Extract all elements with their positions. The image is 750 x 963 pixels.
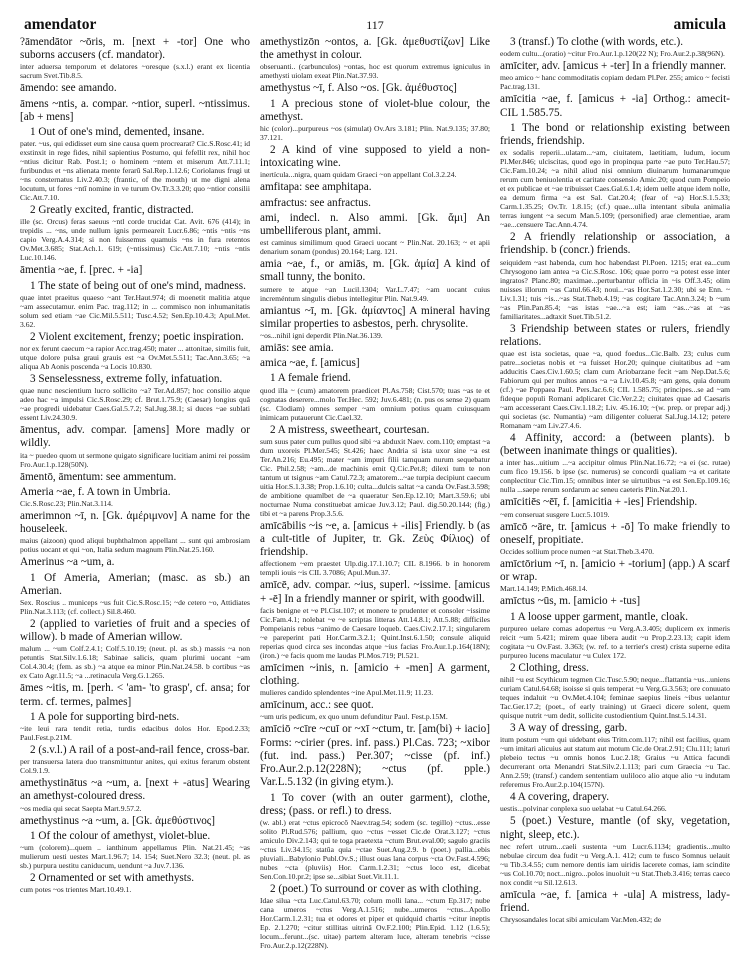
citation-text: itum postum ~um qui uidebant eius Tritn.com.117; nihil est facilius, quam ~um imitari alicuius aut statum aut motum Cic.de Orat.2.91; Clu.111; laturi plebeio tectus ~u omnis honos Luc.2.18; Graius ~u Attica facundi decurrerant orta Menandri Stat.Silv.2.1.113; pari cum Graecia ~u Tac. Ann.2.59; (transf.) candem sententiam uuliloco alio atque alio ~u indutam referemus Fro.Aur.2.p.104(157N). — [500, 735, 730, 790]
dictionary-entry — [500, 815, 730, 886]
entry-headword: āmes ~itis, m. [perh. < 'am- 'to grasp', cf. ansa; for term. cf. termes, palmes] — [20, 682, 250, 708]
dictionary-entry — [260, 372, 490, 421]
sense-definition: 3 (transf.) To clothe (with words, etc.). — [510, 36, 683, 48]
sense-definition: 1 The state of being out of one's mind, madness. — [30, 279, 246, 292]
dictionary-entry — [260, 181, 490, 194]
citation-text: uestis...polvinar conplexa suo uelabat ~u Catul.64.266. — [500, 804, 667, 814]
entry-headword: āmens ~ntis, a. compar. ~ntior, superl. ~ntissimus. [ab + mens] — [20, 97, 250, 123]
citation-text: inertícula...nigra, quam quidam Graeci ~on appellant Col.3.2.24. — [260, 170, 457, 180]
entry-headword: amethystus ~ī, f. Also ~os. [Gk. ἀμέθυστος] — [260, 82, 457, 95]
citation-text: cum potes ~os trientes Mart.10.49.1. — [20, 885, 132, 895]
dictionary-entry — [500, 122, 730, 229]
dictionary-entry — [20, 777, 250, 812]
citation-text: nor ex ferunt caecum ~a rapior Acc.trag.450; mater ... attonitae, similis fuit, utque dolore pulsa graui grauis est ~a Ov.Met.5.511; Tac.Ann.3.65; ~a aliqua Ab Aonis poscenda ~a Locis 10.830. — [20, 344, 250, 372]
dictionary-entry — [500, 93, 730, 119]
dictionary-entry — [20, 556, 250, 569]
dictionary-entry — [20, 36, 250, 80]
dictionary-entry — [500, 889, 730, 924]
dictionary-entry — [260, 82, 490, 95]
citation-text: ~ite leui rara tendit retia, turdis edacibus dolos Hor. Epod.2.33; Paul.Fest.p.21M. — [20, 724, 250, 743]
dictionary-entry — [20, 126, 250, 202]
citation-text: quod illa ~ (cum) amatorem praedicet Pl.As.758; Cist.570; tuas ~as te et cognatas deserere...molo Ter.Hec. 592; Juv.6.481; (n. pus os sense 2) quam (sc. Clodiam) omnes semper ~am omnium potius quam cuiusquam inimicam putauerunt Cic.Cael.32. — [260, 385, 490, 422]
entry-headword: āmentō, āmentum: see ammentum. — [20, 470, 177, 483]
citation-text: per transuersa latera duo transmittuntur anites, qui exitus ferarum obstent Col.9.1.9. — [20, 757, 250, 776]
dictionary-entry — [260, 520, 490, 578]
dictionary-entry — [20, 510, 250, 554]
running-header — [20, 14, 730, 36]
entry-headword: amīcinum, acc.: see quot. — [260, 699, 374, 712]
entry-columns — [20, 36, 730, 951]
citation-text: ~os...nihil igni deperdit Plin.Nat.36.139. — [260, 331, 383, 341]
dictionary-entry — [500, 521, 730, 556]
citation-text: meo amico ~ hanc commoditatis copiam dedam Pl.Per. 255; amico ~ fecisti Pac.trag.131. — [500, 73, 730, 92]
dictionary-entry — [20, 830, 250, 870]
dictionary-entry — [500, 323, 730, 430]
sense-definition: 2 (poet.) To surround or cover as with clothing. — [270, 882, 482, 895]
entry-headword: ?āmendātor ~ōris, m. [next + -tor] One who suborns accusers (cf. mandator). — [20, 36, 250, 62]
entry-headword: amethystizōn ~ontos, a. [Gk. ἀμεθυστίζων] Like the amethyst in colour. — [260, 36, 490, 62]
citation-text: Cic.S.Rosc.23; Plin.Nat.3.114. — [20, 499, 113, 509]
sense-definition: 1 A female friend. — [270, 372, 351, 385]
citation-text: sum suus pater cum pullus quod sibi ~a abduxit Naev. com.110; emptast ~a dum uxoreis Pl.Mer.545; St.426; haec Andria si ista uxor sine ~a est Ter.An.216; Eu.495; mater ~am impuri filii tamquam nurum sequebatur Cic. Phil.2.58; ~am...de machinis emit Q.Cic.Pet.8; dilexi tum te non tantum ut tsignus ~am Catul.72.3; amatorem...~ae turpia decipiunt caecum uitia Hor.S.1.3.38; Prop.1.6.10; culta...dulcis saltat ~a canda Ov.Fast.3.598; de ambitione quamlbet de ~a quaeratur Sen.Ep.12.10; Mart.3.59.6; ubi nocturnae Numa constituebat amicae Juv.3.12; Paul. dig.50.20.144; (fig.) tibi et ~a parens Prop.3.5.6. — [260, 436, 490, 518]
entry-headword: amia ~ae, f., or amiās, m. [Gk. ἀμία] A kind of small tunny, the bonito. — [260, 258, 490, 284]
dictionary-entry — [260, 579, 490, 659]
dictionary-entry — [20, 82, 250, 95]
sense-definition: 1 Out of one's mind, demented, insane. — [30, 126, 205, 139]
citation-text: Sex. Roscius .. municeps ~us fuit Cic.S.Rosc.15; ~de cetero ~o, Attidiates Plin.Nat.3.113; (cf. collect.) Sil.8.460. — [20, 598, 250, 617]
dictionary-entry — [20, 331, 250, 371]
sense-definition: 1 Of Ameria, Amerian; (masc. as sb.) an Amerian. — [20, 571, 250, 597]
dictionary-entry — [20, 373, 250, 422]
dictionary-entry — [20, 204, 250, 262]
entry-headword: amerimnon ~ī, n. [Gk. ἀμέριμνον] A name for the houseleek. — [20, 510, 250, 536]
entry-headword: amīctōrium ~ī, n. [amicio + -torium] (app.) A scarf or wrap. — [500, 558, 730, 584]
citation-text: (w. abl.) erat ~ctus epicrocō Naev.trag.54; sodem (sc. tegillo) ~ctus...esse solito Pl.Rud.576; pallium, quo ~ctus ~esset Cic.de Orat.3.127; ~ctus amiculo Div.2.143; qui te toga praetexta ~ctum Brut.eval.00; saguło graciis ~ctus Liv.34.15; statūa quia ~ctae Suet.Aug.2.9. b (poet.) pallia...ebis pluviali...Babylonio Publ.Ov.S.; illust ouas lana corpus ~cta Ov.Fast.4.596; nubes ~cta (pluviis) Hor. Carm.1.2.31; ~ctus loco est, dicebat Sen.Con.10.pr.2; ipse se...sibiat Suet.Vit.11.1. — [260, 817, 490, 881]
entry-headword: amīcē, adv. compar. ~ius, superl. ~issime. [amicus + -ē] In a friendly manner or spirit, with goodwill. — [260, 579, 490, 605]
sense-definition: 1 A pole for supporting bird-nets. — [30, 710, 180, 723]
sense-definition: 2 Violent excitement, frenzy; poetic inspiration. — [30, 330, 244, 343]
citation-text: quae intet praeitus quaeso ~ant Ter.Haut.974; di moenetit malitia atque ~am assecutamur. enim Pac. trag.112; in ... commisco non inhumanitatis solum sed etiam ~ae Cic.Mil.5.511; Tusc.4.52; Sen.Ep.10.4.3; Apul.Met. 3.62. — [20, 292, 250, 329]
sense-definition: 1 Of the colour of amethyst, violet-blue. — [30, 829, 211, 842]
dictionary-entry — [260, 197, 490, 210]
citation-text: malum ... ~um Colf.2.4.1; Colf.5.10.19; (neut. pl. as sb.) massis ~a non petuntis Stat.Silv.1.6.18; Sabinae salicis, quam plurimi uocant ~am Col.4.30.4; (fem. as sb.) ~a atque ea minor Plin.Nat.24.58. b cortibus ~as ex Cato Agr.11.5; ~a ...retinacula Verg.G.1.265. — [20, 644, 250, 681]
citation-text: eodem cultu...(oratio) ~citur Fro.Aur.1.p.120(22 N); Fro.Aur.2.p.38(96N). — [500, 49, 725, 59]
entry-headword: amethystinus ~a ~um, a. [Gk. ἀμεθύστινος] — [20, 814, 215, 827]
citation-text: ~um (colorem)...quem .. ianthinum appellamus Plin. Nat.21.45; ~as mulierum uesti uestes Mart.1.96.7; 14. 154; Suet.Nero 32.3; (neut. pl. as sb.) purpura uestitu caniducum, uendunt ~a Juv.7.136. — [20, 843, 250, 871]
dictionary-entry — [20, 486, 250, 508]
entry-headword: amīcābilis ~is ~e, a. [amicus + -ilis] Friendly. b (as a cult-title of Jupiter, tr. Gk. Ζεὺς Φίλιος) of friendship. — [260, 519, 490, 559]
entry-headword: amīcimen ~inis, n. [amicio + -men] A garment, clothing. — [260, 661, 490, 688]
entry-headword: Amerinus ~a ~um, a. — [20, 556, 115, 569]
dictionary-entry — [500, 36, 730, 58]
dictionary-entry — [20, 682, 250, 708]
sense-definition: 2 A kind of vine supposed to yield a non-intoxicating wine. — [260, 144, 490, 170]
dictionary-entry — [260, 98, 490, 142]
sense-definition: 2 A friendly relationship or association, a friendship. b (concr.) friends. — [500, 231, 730, 257]
entry-headword: amethystinātus ~a ~um, a. [next + -atus] Wearing an amethyst-coloured dress. — [20, 777, 250, 803]
dictionary-entry — [20, 572, 250, 616]
dictionary-entry — [260, 883, 490, 950]
column-1 — [20, 36, 250, 951]
dictionary-entry — [260, 342, 490, 355]
citation-text: Chrysosandales locat sibi amiculam Var.Men.432; de — [500, 915, 662, 925]
citation-text: Occides sollium proce numen ~at Stat.Theb.3.470. — [500, 547, 655, 557]
dictionary-entry — [20, 815, 250, 828]
entry-headword: Ameria ~ae, f. A town in Umbria. — [20, 485, 171, 498]
entry-headword: āmentus, adv. compar. [amens] More madly or wildly. — [20, 424, 250, 450]
entry-headword: ami, indecl. n. Also ammi. [Gk. ἄμι] An umbelliferous plant, ammi. — [260, 211, 490, 238]
entry-headword: amīcitia ~ae, f. [amicus + -ia] Orthog.: amecit- CIL 1.585.75. — [500, 93, 730, 119]
dictionary-entry — [260, 424, 490, 518]
sense-definition: 2 Clothing, dress. — [510, 661, 589, 674]
sense-definition: 4 Affinity, accord: a (between plants). b (between inanimate things or qualities). — [500, 432, 730, 458]
sense-definition: 5 (poet.) Vesture, mantle (of sky, vegetation, night, sleep, etc.). — [500, 815, 730, 841]
sense-definition: 1 A precious stone of violet-blue colour, the amethyst. — [260, 97, 490, 123]
dictionary-entry — [20, 618, 250, 680]
entry-headword: amīcula ~ae, f. [amica + -ula] A mistress, lady-friend. — [500, 888, 730, 915]
sense-definition: 2 A mistress, sweetheart, courtesan. — [270, 423, 430, 436]
citation-text: ex sodalis reperii...ulatam...~am, ciuitatem, laetitiam, ludum, iocum Pl.Mer.846; ulciscitas, quod ego in propinqua parte ~ae puto Ter.Hau.57; Cic.Fam.10.24; ~a nihil aliud nisi omnium diuinarum humanarumque rerum cum beniuolentia et caritate consensio Amic.20; quod cum Pompeio et ex publicae et ~ae tribuisset Caes.Gal.6.1.4; idem uelle atque idem nolle, ea demum firma ~a est Sal. Cat.20.4; (fear of ~a) Hor.S.1.5.33; Carm.1.35.25; Ov.Tr. 1.8.15; (cf.) quae...ulla intentant sibula animalia terras iungent ~a secum Man.5.109; (personified) arae clementiae, aram ~ae...censuere Tac.Ann.4.74. — [500, 148, 730, 230]
sense-definition: 3 A way of dressing, garb. — [510, 722, 628, 735]
citation-text: mulieres candido splendentes ~ine Apul.Met.11.9; 11.23. — [260, 688, 434, 698]
citation-text: affectionem ~em praestet Ulp.dig.17.1.10.7; CIL 8.1966. b in honorem templi iouis ~is CIL 3.7086; Apul.Mun.37. — [260, 559, 490, 578]
sense-definition: 2 Ornamented or set with amethysts. — [30, 872, 195, 885]
header-first-word: amendator — [24, 16, 97, 33]
header-last-word: amicula — [673, 16, 726, 33]
dictionary-entry — [20, 711, 250, 742]
dictionary-entry — [20, 280, 250, 329]
dictionary-entry — [260, 662, 490, 697]
citation-text: facis benigne et ~e Pl.Cist.107; et monere te prudenter et consoler ~issime Cic.Fam.4.1; nolebat ~e ~e scriptas litteras Att.14.8.1; Att.5.88; difficiles Pompeianis rebus ~animo de Caesare loqueb. Caes.Civ.2.17.1; singularem ~e pareperint pati Hor.Carm.3.2.1; Quint.Inst.6.1.50; consule aliquid reperias quod circa ses incondas atque ~ius facias Fro.Aur.1.p.164(18N); (iron.) ~e facis quom me laudas Pl.Mos.719; Pl.521. — [260, 605, 490, 660]
entry-headword: amfitapa: see amphitapa. — [260, 181, 372, 194]
dictionary-entry — [260, 723, 490, 789]
citation-text: ~um uris pedicum, ex quo unum defunditur Paul. Fest.p.15M. — [260, 712, 448, 722]
citation-text: inter aduersa temporum et delatores ~oresque (s.x.l.) erant ex licentia sacrum Svet.Tib.8.5. — [20, 62, 250, 81]
entry-headword: amfractus: see anfractus. — [260, 196, 371, 209]
dictionary-entry — [500, 611, 730, 660]
column-2 — [260, 36, 490, 951]
dictionary-entry — [260, 357, 490, 370]
citation-text: Mart.14.149; P.Mich.468.14. — [500, 584, 588, 594]
entry-headword: āmendo: see amando. — [20, 82, 117, 95]
citation-text: ~em conseruat susgere Lucr.5.1019. — [500, 509, 610, 519]
dictionary-entry — [500, 60, 730, 91]
sense-definition: 1 The bond or relationship existing between friends, friendship. — [500, 121, 730, 148]
dictionary-entry — [500, 722, 730, 789]
dictionary-entry — [260, 305, 490, 340]
sense-definition: 1 A loose upper garment, mantle, cloak. — [510, 610, 689, 623]
dictionary-entry — [500, 595, 730, 608]
dictionary-entry — [260, 258, 490, 302]
dictionary-entry — [260, 144, 490, 179]
citation-text: ~os media qui secat Saepta Mart.9.57.2. — [20, 803, 142, 813]
sense-definition: 3 Senselessness, extreme folly, infatuation. — [30, 373, 223, 386]
sense-definition: 2 (s.v.l.) A rail of a post-and-rail fence, cross-bar. — [30, 744, 250, 757]
dictionary-entry — [500, 791, 730, 813]
citation-text: sumere te atque ~an Lucil.1304; Var.L.7.47; ~am uocant cuius increméntum singulis diebus intellegitur Plin. Nat.9.49. — [260, 284, 490, 303]
dictionary-entry — [500, 231, 730, 320]
citation-text: quae nunc nescientium lucro sollicito ~a? Ter.Ad.857; hoc consilio atque adeo hac ~a impulsi Cic.S.Rosc.29; cf. Brut.1.75.9; (Caesar) longius quā ~ae progredi uidebatur Caes.Gal.5.7.2; Sal.Jug.38.1; si duces ~ae sublati essent Liv.24.30.9. — [20, 386, 250, 423]
citation-text: seiquidem ~ast habenda, cum hoc habendast Pl.Poen. 1215; erat ea...cum Chrysogono iam antea ~a Cic.S.Rosc. 106; quae porro ~a potest esse inter ingratos? Planc.80; maximae...perturbantur officia in ~is Off.3.45; olim nuisses illorum ~as Catul.66.43; noui...~as Hor.Sat.1.2.30; ubi se Enn. ~ Liv.1.31; tuis ~is...~as Stat.Theb.4.19; ~as cogitare Tac.Ann.3.24; b ~um ~as Plin.Pan.85.4; ~as istas ~ae...~a est; iam ~as...~as at ~as familiaritates...adtaxit Suet.Tib.51.2. — [500, 257, 730, 321]
entry-headword: amīctus ~ūs, m. [amicio + -tus] — [500, 595, 641, 608]
dictionary-entry — [260, 792, 490, 881]
citation-text: purpureo uelare comas adopertus ~u Verg.A.3.405; duplicem ex inmeris reicit ~um 5.421; mirem quae libera audit ~u Prop.2.23.13; capit idem cogitata ~u Ov.Fast. 3.363; (w. ref. to a terrier's crest) crista superne edita purpureo lucens maculatur ~u Culex 172. — [500, 623, 730, 660]
citation-text: est caminus similimum quod Graeci uocant ~ Plin.Nat. 20.163; ~ et apii denarium sonam (pondus) 20.164; Larg. 121. — [260, 238, 490, 257]
dictionary-entry — [20, 264, 250, 277]
citation-text: maius (aizoon) quod aliqui buphthalmon appellant ... sunt qui ambrosiam potius uocant et qui ~on, Italia sedum magnum Plin.Nat.25.160. — [20, 536, 250, 555]
entry-headword: amiās: see amia. — [260, 342, 334, 355]
sense-definition: 2 (applied to varieties of fruit and a species of willow). b made of Amerian willow. — [20, 618, 250, 644]
citation-text: nihil ~u est Scythicum tegmen Cic.Tusc.5.90; neque...flattantia ~us...uniens curiam Catul.64.68; isoisse si quis temperat ~u Verg.G.3.563; ore conuuato teques indaluit ~u Ov.Met.4.104; feminae saepius lineis ~ibus uelantur Tac.Ger.17.2; (poet., of early training) ut Graeci dicere solent, quem quisque nutrit ~um dedit, sollicite custodientium Quint.Inst.5.14.31. — [500, 675, 730, 721]
citation-text: nec refert utrum...caeli sustenta ~um Lucr.6.1134; gradientis...multo nebulae circum dea fudit ~u Verg.A.1. 412; cum te fusco Somnus uelauit ~u Tib.3.4.55; cum nemore dentis iam uiridis lacerete comas, iam scindite ~us Col.10.70; noct...nigro...polos inuoluit ~u Stat.Theb.3.416; terras caeco nox condit ~u Sil.12.613. — [500, 841, 730, 887]
sense-definition: 2 Greatly excited, frantic, distracted. — [30, 204, 194, 217]
sense-definition: 3 Friendship between states or rulers, friendly relations. — [500, 322, 730, 348]
citation-text: ita ~ puedeo quom ut sermone quigato significare lucitiam animi rei possim Fro.Aur.1.p.128(50N). — [20, 450, 250, 469]
entry-headword: amīciō ~cīre ~cuī or ~xī ~ctum, tr. [am(bi) + iacio] Forms: ~cirier (pres. inf. pass.) Pl.Cas. 723; ~xibor (fut. ind. pass.) Per.307; ~cisse (pf. inf.) Fro.Aur.2.p.12(228N); ~ctus (pf. pple.) Var.L.5.132 (in giving etym.). — [260, 723, 490, 789]
citation-text: quae est ista societas, quae ~a, quod foedus...Cic.Balb. 23; culus cum patre...societas nobis et ~a fuisset Hor.20; quinque ciuitatibus ad ~am adducitis Caes.Civ.1.60.5; clam cum Ariobarzane fecit ~am Nep.Dat.5.6; Fabiorum qui per multos annos ~a ~a Liv.10.45.8; ~am gens, quia donum (cf.) ~ae Poppaea Paul. Pers.Jac.6.6; CIL 1.585.75; principes...se ad ~am fideque populi Romani adplicaret Cic.Ver.2.2; ciuitates quae ad Caesaris ~am accesserant Caes.Civ.1.18.2; Liv. 45.16.10; ~(w. prep. or prepar adj.) qui societas (sc. Numantia) ~am diligenter coluerat Sal.Jug.14.12; petere Romanam ~am Liv.27.4.6. — [500, 349, 730, 431]
citation-text: a inter has...uitium ...~a accipitur olmus Plin.Nat.16.72; ~a ei (sc. rutae) cum fico 19.156. b ipse (sc. numerus) se concordi qualiam ~a et caritate conplectitur Cic.Tim.15; omnibus inter se uirtutibus ~a est Sen.Ep.109.16; nulla ...saepe rerum sordarum ac seneu caeteris Plin.Nat.20.1. — [500, 458, 730, 495]
citation-text: obseruanti.. (carbunculos) ~ontas, hoc est quorum extremus igniculus in amethysti uiolam exeat Plin.Nat.37.93. — [260, 62, 490, 81]
dictionary-entry — [20, 744, 250, 775]
entry-headword: amīciter, adv. [amicus + -ter] In a friendly manner. — [500, 60, 726, 73]
citation-text: pater. ~us, qui edidisset eum sine causa quem procrearat? Cic.S.Rosc.41; id exstinxit in rege fides, nihil sapientius Postumo, qui fefellit rex, nihil hoc ~ntius dicitur Rab. Post.1; o hominem ~ntem et miserum Att.7.11.1; furibundus et ~ns alienata mente ferarū Sal.Rep.1.12.6; Coriolanus frugi ut ~ns consternatus Liv.2.40.3; (frantic, of the mouth) ut me digni alena locutum, ut fores ~ntī nomine in ve turum Ov.Tr.3.3.20; quo ~ntior consilii Cic.Att.7.10. — [20, 139, 250, 203]
dictionary-entry — [260, 212, 490, 256]
dictionary-entry — [20, 424, 250, 468]
entry-headword: amiantus ~ī, m. [Gk. ἀμίαντος] A mineral having similar properties to asbestos, perh. chrysolite. — [260, 304, 490, 330]
citation-text: Idae silua ~cta Luc.Catul.63.70; colum molli lana... ~ctum Ep.317; nube cana umeros ~ctus Verg.A.1.516; nube...umeros ~ctus...Apollo Hor.Carm.1.2.31; tua et odores et piper et quidquid chartis ~citur ineptis Ep. 2.1.270; ~citur stillitas uitrinā Ov.F.2.100; Plin.Epid. 1.12 (1.6.5); locum...ferunt...(sc. uitae) partem alteram luce, alteram tenebris ~cisse Fro.Aur.2.p.12(228N). — [260, 896, 490, 951]
dictionary-entry — [500, 558, 730, 593]
dictionary-entry — [500, 432, 730, 494]
dictionary-entry — [500, 662, 730, 720]
dictionary-entry — [20, 872, 250, 894]
dictionary-entry — [260, 36, 490, 80]
entry-headword: āmentia ~ae, f. [prec. + -ia] — [20, 264, 143, 277]
dictionary-entry — [260, 699, 490, 721]
sense-definition: 4 A covering, drapery. — [510, 791, 609, 804]
dictionary-entry — [20, 98, 250, 124]
page-number: 117 — [366, 18, 384, 32]
entry-headword: amīcitiēs ~ēī, f. [amicitia + -ies] Friendship. — [500, 496, 698, 509]
entry-headword: amica ~ae, f. [amicus] — [260, 357, 360, 370]
sense-definition: 1 To cover (with an outer garment), clothe, dress; (pass. or refl.) to dress. — [260, 791, 490, 817]
entry-headword: amīcō ~āre, tr. [amicus + -ō] To make friendly to oneself, propitiate. — [500, 520, 730, 546]
column-3 — [500, 36, 730, 951]
dictionary-entry — [500, 496, 730, 518]
dictionary-entry — [20, 471, 250, 484]
citation-text: hic (color)...purpureus ~os (simulat) Ov.Ars 3.181; Plin. Nat.9.135; 37.80; 37.121. — [260, 124, 490, 143]
citation-text: ille (sc. Orcus) feras saeuus ~ntl corde trucidat Cat. Avit. 676 (414); in trepidis ... ~ns, unde nullum ignis permeareit Lucr.6.86; ~ntis ~ntis ~ns capio Verg.A.4.314; si non fuissemus quamuis ~ns in fura retentos Ov.Met.3.685; Stat.Ach.1. 619; (~ntissimus) Cic.Att.7.10; ~ntis ~ntis Luc.10.146. — [20, 217, 250, 263]
